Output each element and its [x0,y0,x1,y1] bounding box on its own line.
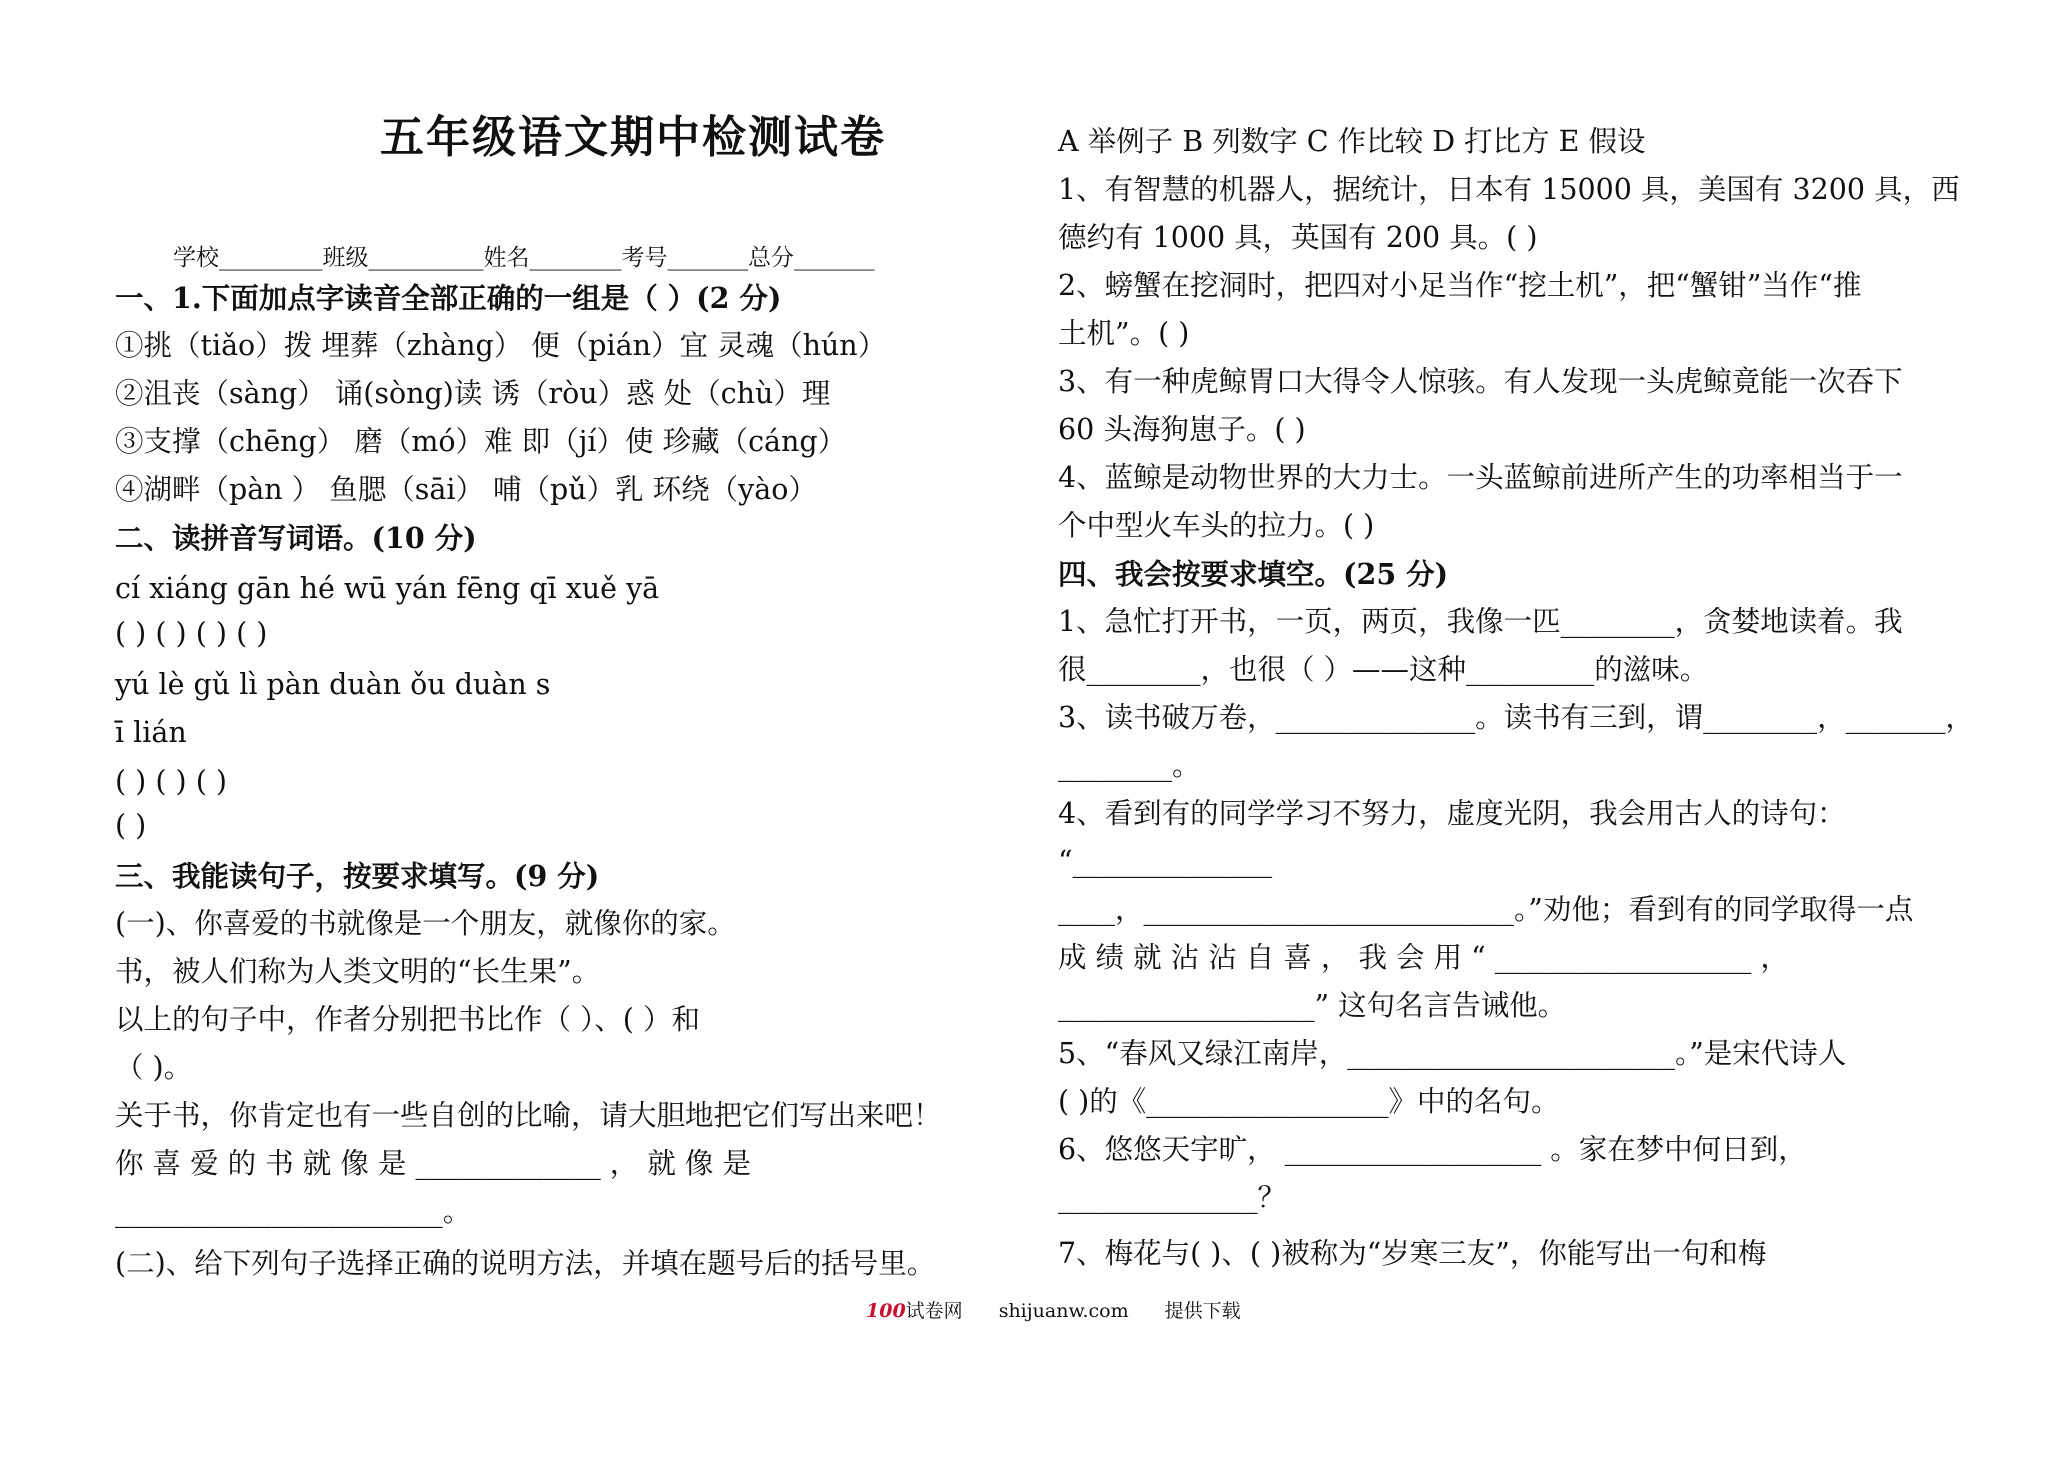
method-options: A 举例子 B 列数字 C 作比较 D 打比方 E 假设 [1058,125,1646,158]
item-3-line-1: 3、有一种虎鲸胃口大得令人惊骇。有人发现一头虎鲸竟能一次吞下 [1058,365,1903,398]
answer-row-2: ( ) ( ) ( ) [115,765,228,798]
section-3-part-2: (二)、给下列句子选择正确的说明方法，并填在题号后的括号里。 [115,1247,936,1280]
pinyin-row-2: yú lè gǔ lì pàn duàn ǒu duàn s [115,668,551,701]
item-2-line-1: 2、螃蟹在挖洞时，把四对小足当作“挖土机”，把“蟹钳”当作“推 [1058,269,1862,302]
fill-line-2: _______________________。 [115,1195,472,1228]
fill-4-line-5: __________________” 这句名言告诫他。 [1058,989,1567,1022]
instruction-line: 关于书，你肯定也有一些自创的比喻，请大胆地把它们写出来吧！ [115,1099,942,1132]
fill-4-line-4: 成 绩 就 沾 沾 自 喜 ， 我 会 用 “ __________________ ， [1058,941,1789,974]
fill-1-line-2: 很________，也很（ ）——这种_________的滋味。 [1058,653,1709,686]
download-note: 提供下载 [1164,1300,1241,1322]
fill-4-line-1: 4、看到有的同学学习不努力，虚度光阴，我会用古人的诗句： [1058,797,1846,830]
section-2-heading: 二、读拼音写词语。(10 分) [115,521,477,555]
fill-line-1: 你 喜 爱 的 书 就 像 是 _____________ ， 就 像 是 [115,1147,751,1180]
fill-5-line-1: 5、“春风又绿江南岸，_______________________。”是宋代诗人 [1058,1037,1847,1070]
site-name: 试卷网 [905,1300,963,1322]
question-line-1: 以上的句子中，作者分别把书比作（ ）、( ）和 [115,1003,700,1036]
site-domain[interactable]: shijuanw.com [998,1300,1129,1322]
option-4: ④湖畔（pàn ） 鱼腮（sāi） 哺（pǔ）乳 环绕（yào） [115,473,817,506]
fill-5-line-2: ( )的《_________________》中的名句。 [1058,1085,1560,1118]
section-4-heading: 四、我会按要求填空。(25 分) [1058,557,1449,591]
answer-row-1: ( ) ( ) ( ) ( ) [115,617,268,650]
header-fields: 学校_________班级__________姓名________考号_______总分_______ [173,245,875,271]
pinyin-row-2-cont: ī lián [115,716,187,749]
page-title: 五年级语文期中检测试卷 [380,112,886,163]
site-logo: 100 [866,1300,906,1322]
item-4-line-2: 个中型火车头的拉力。( ) [1058,509,1375,542]
fill-1-line-1: 1、急忙打开书，一页，两页，我像一匹________，贪婪地读着。我 [1058,605,1903,638]
fill-6-line-2: ______________？ [1058,1181,1287,1214]
question-line-2: （ )。 [115,1051,193,1084]
item-2-line-2: 土机”。( ) [1058,317,1190,350]
answer-row-3: ( ) [115,809,147,842]
section-3-part-1: (一)、你喜爱的书就像是一个朋友，就像你的家。 [115,907,736,940]
fill-6-line-1: 6、悠悠天宇旷， __________________ 。家在梦中何日到， [1058,1133,1807,1166]
item-3-line-2: 60 头海狗崽子。( ) [1058,413,1306,446]
item-4-line-1: 4、蓝鲸是动物世界的大力士。一头蓝鲸前进所产生的功率相当于一 [1058,461,1903,494]
fill-4-line-2: “______________ [1058,845,1273,878]
pinyin-row-1: cí xiáng gān hé wū yán fēng qī xuě yā [115,572,660,605]
section-1-heading: 一、1.下面加点字读音全部正确的一组是（ ）(2 分) [115,281,782,315]
fill-3-line-2: ________。 [1058,749,1201,782]
option-3: ③支撑（chēng） 磨（mó）难 即（jí）使 珍藏（cáng） [115,425,847,458]
fill-7-line-1: 7、梅花与( )、( )被称为“岁寒三友”，你能写出一句和梅 [1058,1237,1767,1270]
item-1-line-1: 1、有智慧的机器人，据统计，日本有 15000 具，美国有 3200 具，西 [1058,173,1960,206]
option-2: ②沮丧（sàng） 诵(sòng)读 诱（ròu）惑 处（chù）理 [115,377,831,410]
fill-3-line-1: 3、读书破万卷，______________。读书有三到，谓________，_______， [1058,701,1974,734]
item-1-line-2: 德约有 1000 具，英国有 200 具。( ) [1058,221,1538,254]
fill-4-line-3: ____，__________________________。”劝他；看到有的同学取得一点 [1058,893,1914,926]
sentence-2: 书，被人们称为人类文明的“长生果”。 [115,955,601,988]
page-footer [866,1296,1241,1323]
option-1: ①挑（tiǎo）拨 埋葬（zhàng） 便（pián）宜 灵魂（hún） [115,329,887,362]
section-3-heading: 三、我能读句子，按要求填写。(9 分) [115,859,600,893]
